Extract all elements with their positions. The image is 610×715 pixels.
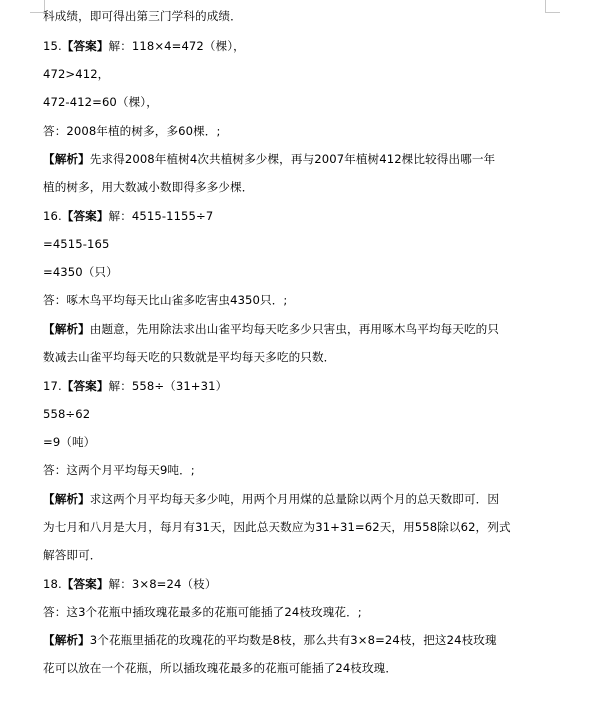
text-line: 植的树多，用大数减小数即得多多少棵． [43, 180, 254, 194]
analysis-line-18: 【解析】3个花瓶里插花的玫瑰花的平均数是8枝，那么共有3×8=24枝，把这24枝玫瑰 [43, 633, 497, 647]
answer-tag: 【答案】 [61, 379, 109, 393]
text-line: 558÷62 [43, 407, 91, 421]
analysis-tag: 【解析】 [43, 322, 90, 336]
text-line: 答：这两个月平均每天9吨．; [43, 463, 195, 477]
text-line: 答：这3个花瓶中插玫瑰花最多的花瓶可能插了24枝玫瑰花．; [43, 605, 362, 619]
text-line: =4515-165 [43, 237, 110, 251]
analysis-tag: 【解析】 [43, 633, 90, 647]
answer-tag: 【答案】 [61, 577, 109, 591]
answer-tag: 【答案】 [61, 39, 109, 53]
text-line: =4350（只） [43, 265, 118, 279]
answer-line-17: 17.【答案】解：558÷（31+31） [43, 379, 228, 393]
text-line: 数减去山雀平均每天吃的只数就是平均每天多吃的只数． [43, 350, 336, 364]
text-line: 解答即可． [43, 548, 102, 562]
analysis-line-17: 【解析】求这两个月平均每天多少吨，用两个月用煤的总量除以两个月的总天数即可．因 [43, 492, 500, 506]
text-line: 科成绩，即可得出第三门学科的成绩． [43, 9, 242, 23]
answer-line-18: 18.【答案】解：3×8=24（枝） [43, 577, 217, 591]
answer-line-16: 16.【答案】解：4515-1155÷7 [43, 209, 214, 223]
text-line: 花可以放在一个花瓶，所以插玫瑰花最多的花瓶可能插了24枝玫瑰． [43, 661, 398, 675]
analysis-line-15: 【解析】先求得2008年植树4次共植树多少棵，再与2007年植树412棵比较得出哪一年 [43, 152, 496, 166]
analysis-tag: 【解析】 [43, 152, 90, 166]
text-line: 为七月和八月是大月，每月有31天，因此总天数应为31+31=62天，用558除以62，列式 [43, 520, 511, 534]
text-line: 答：2008年植的树多，多60棵．; [43, 124, 221, 138]
answer-tag: 【答案】 [61, 209, 109, 223]
text-line: 472>412， [43, 67, 110, 81]
answer-line-15: 15.【答案】解：118×4=472（棵）， [43, 39, 245, 53]
text-line: 答：啄木鸟平均每天比山雀多吃害虫4350只．; [43, 293, 288, 307]
analysis-tag: 【解析】 [43, 492, 90, 506]
text-line: 472-412=60（棵）， [43, 95, 158, 109]
text-line: =9（吨） [43, 435, 96, 449]
page-corner-mark-right [545, 0, 560, 13]
analysis-line-16: 【解析】由题意，先用除法求出山雀平均每天吃多少只害虫，再用啄木鸟平均每天吃的只 [43, 322, 500, 336]
